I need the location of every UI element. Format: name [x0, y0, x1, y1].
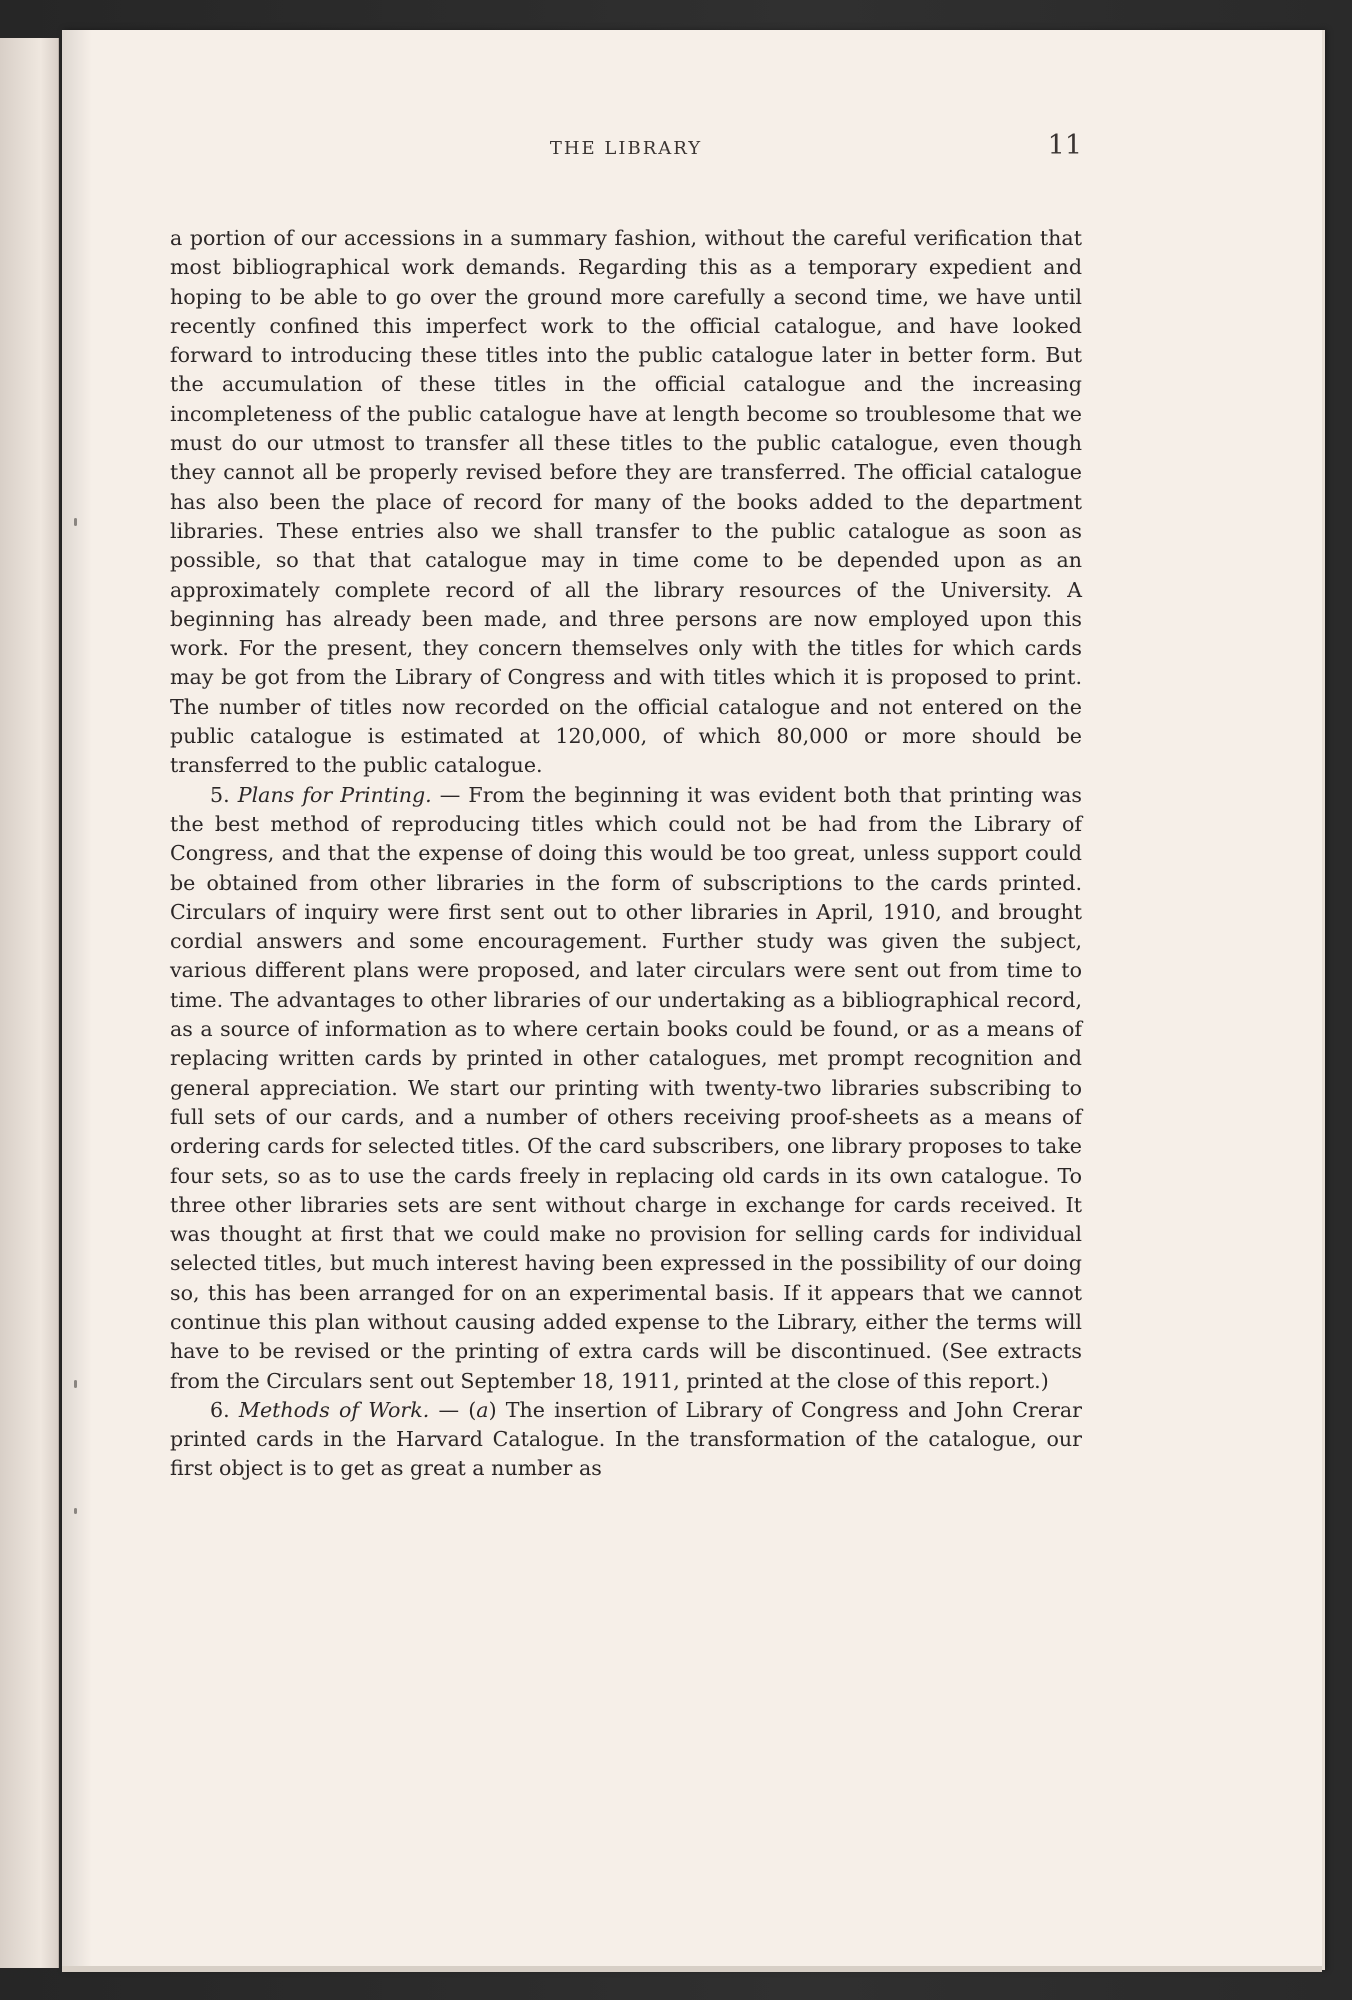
- running-head: [170, 130, 1082, 170]
- section-heading: Plans for Printing.: [237, 782, 432, 807]
- previous-page-edge: [0, 38, 59, 1968]
- page-number: 11: [1047, 130, 1082, 161]
- section-number: 5.: [210, 782, 230, 807]
- margin-mark: [74, 1380, 77, 1388]
- paragraph-dash: — (: [429, 1397, 477, 1422]
- section-heading: Methods of Work.: [238, 1397, 430, 1422]
- margin-mark: [74, 1508, 77, 1514]
- section-number: 6.: [210, 1397, 230, 1422]
- paragraph-plans-for-printing: [170, 781, 1082, 1396]
- paragraph-continuation: a portion of our accessions in a summary fashion, without the careful verification that most bibliographical work demands. Regarding this as a temporary expedient and hoping to be able to go over the ground more carefully a second time, we have until recently confined this imperfect work to the official catalogue, and have looked forward to introducing these titles into the public catalogue later in better form. But the accumulation of these titles in the official catalogue and the increasing incompleteness of the public catalogue have at length become so troublesome that we must do our utmost to transfer all these titles to the public catalogue, even though they cannot all be properly revised before they are transferred. The official catalogue has also been the place of record for many of the books added to the department libraries. These entries also we shall transfer to the public catalogue as soon as possible, so that that catalogue may in time come to be depended upon as an approximately complete record of all the library resources of the University. A beginning has already been made, and three persons are now employed upon this work. For the present, they concern themselves only with the titles for which cards may be got from the Library of Congress and with titles which it is proposed to print. The number of titles now recorded on the official catalogue and not entered on the public catalogue is estimated at 120,000, of which 80,000 or more should be transferred to the public catalogue.: [170, 226, 1082, 778]
- subsection-letter: a: [476, 1397, 489, 1422]
- running-head-title: THE LIBRARY: [549, 138, 703, 159]
- page-bottom-edge: [62, 1966, 1322, 1972]
- paragraph-text: — From the beginning it was evident both that printing was the best method of reproducing titles which could not be had from the Library of Congress, and that the expense of doing this would be too great, unless support could be obtained from other libraries in the form of subscriptions to the cards printed. Circulars of inquiry were first sent out to other libraries in April, 1910, and brought cordial answers and some encouragement. Further study was given the subject, various different plans were proposed, and later circulars were sent out from time to time. The advantages to other libraries of our undertaking as a bibliographical record, as a source of information as to where certain books could be found, or as a means of replacing written cards by printed in other catalogues, met prompt recognition and general appreciation. We start our printing with twenty-two libraries subscribing to full sets of our cards, and a number of others receiving proof-sheets as a means of ordering cards for selected titles. Of the card subscribers, one library proposes to take four sets, so as to use the cards freely in replacing old cards in its own catalogue. To three other libraries sets are sent without charge in exchange for cards received. It was thought at first that we could make no provision for selling cards for individual selected titles, but much interest having been expressed in the possibility of our doing so, this has been arranged for on an experimental basis. If it appears that we cannot continue this plan without causing added expense to the Library, either the terms will have to be revised or the printing of extra cards will be discontinued. (See extracts from the Circulars sent out September 18, 1911, printed at the close of this report.): [170, 782, 1082, 1393]
- margin-mark: [74, 518, 77, 526]
- body-text: [170, 224, 1082, 1484]
- paragraph-methods-of-work: [170, 1396, 1082, 1484]
- paragraph-text: ) The insertion of Library of Congress and John Crerar printed cards in the Harvard Catalogue. In the transformation of the catalogue, our first object is to get as great a number as: [170, 1397, 1082, 1481]
